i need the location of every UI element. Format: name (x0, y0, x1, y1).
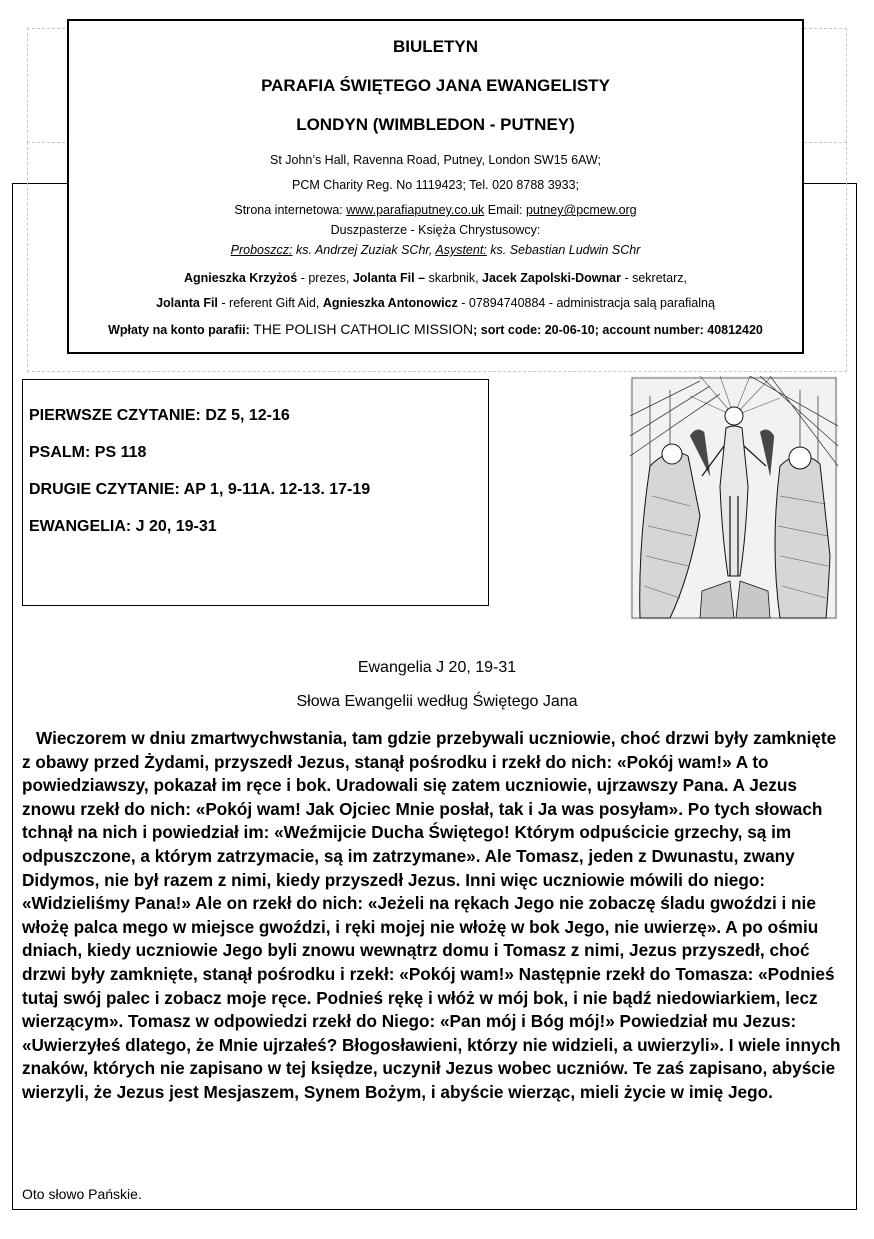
proboszcz-name: ks. Andrzej Zuziak SChr, (292, 243, 436, 257)
council-line-1 (69, 270, 802, 286)
engraving-doubting-thomas-icon (630, 376, 838, 620)
bulletin-title: BIULETYN (393, 37, 478, 56)
gospel-heading: Ewangelia J 20, 19-31 (357, 659, 517, 676)
reading-label: PSALM: (29, 444, 95, 461)
reading-label: EWANGELIA: (29, 518, 136, 535)
email-label: Email: (484, 203, 526, 217)
gospel-subheading: Słowa Ewangelii według Świętego Jana (296, 693, 578, 710)
council-member-role: - sekretarz, (620, 271, 687, 285)
website-link[interactable]: www.parafiaputney.co.uk (346, 203, 485, 217)
council-line-2 (69, 295, 802, 311)
parish-address: St John’s Hall, Ravenna Road, Putney, London SW15 6AW; (270, 153, 601, 167)
reading-gospel (29, 517, 488, 537)
bulletin-header (67, 19, 804, 354)
reading-label: PIERWSZE CZYTANIE: (29, 407, 206, 424)
pastors-heading: Duszpasterze - Księża Chrystusowcy: (330, 223, 541, 237)
reading-label: DRUGIE CZYTANIE: (29, 481, 184, 498)
council-member-role: - 07894740884 - administracja salą parafialną (457, 296, 715, 310)
email-link[interactable]: putney@pcmew.org (525, 203, 637, 217)
clergy-line (69, 242, 802, 258)
bank-details-line (69, 321, 802, 338)
reading-psalm (29, 443, 488, 463)
council-member-name: Jacek Zapolski-Downar (482, 271, 621, 285)
bank-label: Wpłaty na konto parafii: (108, 323, 254, 337)
council-member-name: Jolanta Fil – (352, 271, 426, 285)
charity-registration: PCM Charity Reg. No 1119423; Tel. 020 8788 3933; (292, 178, 579, 192)
asystent-name: ks. Sebastian Ludwin SChr (486, 243, 641, 257)
readings-box (22, 379, 489, 606)
reading-value: DZ 5, 12-16 (205, 407, 290, 424)
proboszcz-label: Proboszcz: (230, 243, 293, 257)
parish-location: LONDYN (WIMBLEDON - PUTNEY) (296, 115, 575, 134)
council-member-role: - referent Gift Aid, (217, 296, 323, 310)
council-member-name: Agnieszka Antonowicz (322, 296, 458, 310)
gospel-closing: Oto słowo Pańskie. (22, 1186, 142, 1202)
council-member-name: Jolanta Fil (156, 296, 218, 310)
reading-value: AP 1, 9-11A. 12-13. 17-19 (183, 481, 371, 498)
reading-value: J 20, 19-31 (135, 518, 217, 535)
reading-value: PS 118 (94, 444, 147, 461)
council-member-name: Agnieszka Krzyżoś (184, 271, 298, 285)
bank-sort-account: ; sort code: 20-06-10; account number: 40812420 (473, 323, 763, 337)
website-label: Strona internetowa: (234, 203, 347, 217)
reading-first (29, 406, 488, 426)
reading-second (29, 480, 488, 500)
contact-line (69, 202, 802, 218)
gospel-text (22, 727, 842, 1105)
council-member-role: skarbnik, (425, 271, 483, 285)
parish-name: PARAFIA ŚWIĘTEGO JANA EWANGELISTY (261, 76, 610, 95)
asystent-label: Asystent: (435, 243, 487, 257)
bank-account-name: THE POLISH CATHOLIC MISSION (253, 321, 474, 337)
council-member-role: - prezes, (297, 271, 353, 285)
gospel-paragraph: Wieczorem w dniu zmartwychwstania, tam gdzie przebywali uczniowie, choć drzwi były zamknięte z obawy przed Żydami, przyszedł Jezus, stanął pośrodku i rzekł do nich: «Pokój wam!» A to powiedziawszy, pokazał im ręce i bok. Uradowali się zatem uczniowie, ujrzawszy Pana. A Jezus znowu rzekł do nich: «Pokój wam! Jak Ojciec Mnie posłał, tak i Ja was posyłam». Po tych słowach tchnął na nich i powiedział im: «Weźmijcie Ducha Świętego! Którym odpuścicie grzechy, są im odpuszczone, a którym zatrzymacie, są im zatrzymane». Ale Tomasz, jeden z Dwunastu, zwany Didymos, nie był razem z nimi, kiedy przyszedł Jezus. Inni więc uczniowie mówili do niego: «Widzieliśmy Pana!» Ale on rzekł do nich: «Jeżeli na rękach Jego nie zobaczę śladu gwoździ i nie włożę palca mego w miejsce gwoździ, i ręki mojej nie włożę w bok Jego, nie uwierzę». A po ośmiu dniach, kiedy uczniowie Jego byli znowu wewnątrz domu i Tomasz z nimi, Jezus przyszedł, choć drzwi były zamknięte, stanął pośrodku i rzekł: «Pokój wam!» Następnie rzekł do Tomasza: «Podnieś tutaj swój palec i zobacz moje ręce. Podnieś rękę i włóż w mój bok, i nie bądź niedowiarkiem, lecz wierzącym». Tomasz w odpowiedzi rzekł do Niego: «Pan mój i Bóg mój!» Powiedział mu Jezus: «Uwierzyłeś dlatego, że Mnie ujrzałeś? Błogosławieni, którzy nie widzieli, a uwierzyli». I wiele innych znaków, których nie zapisano w tej księdze, uczynił Jezus wobec uczniów. Te zaś zapisano, abyście wierzyli, że Jezus jest Mesjaszem, Synem Bożym, i abyście wierząc, mieli życie w imię Jego. (22, 728, 841, 1102)
